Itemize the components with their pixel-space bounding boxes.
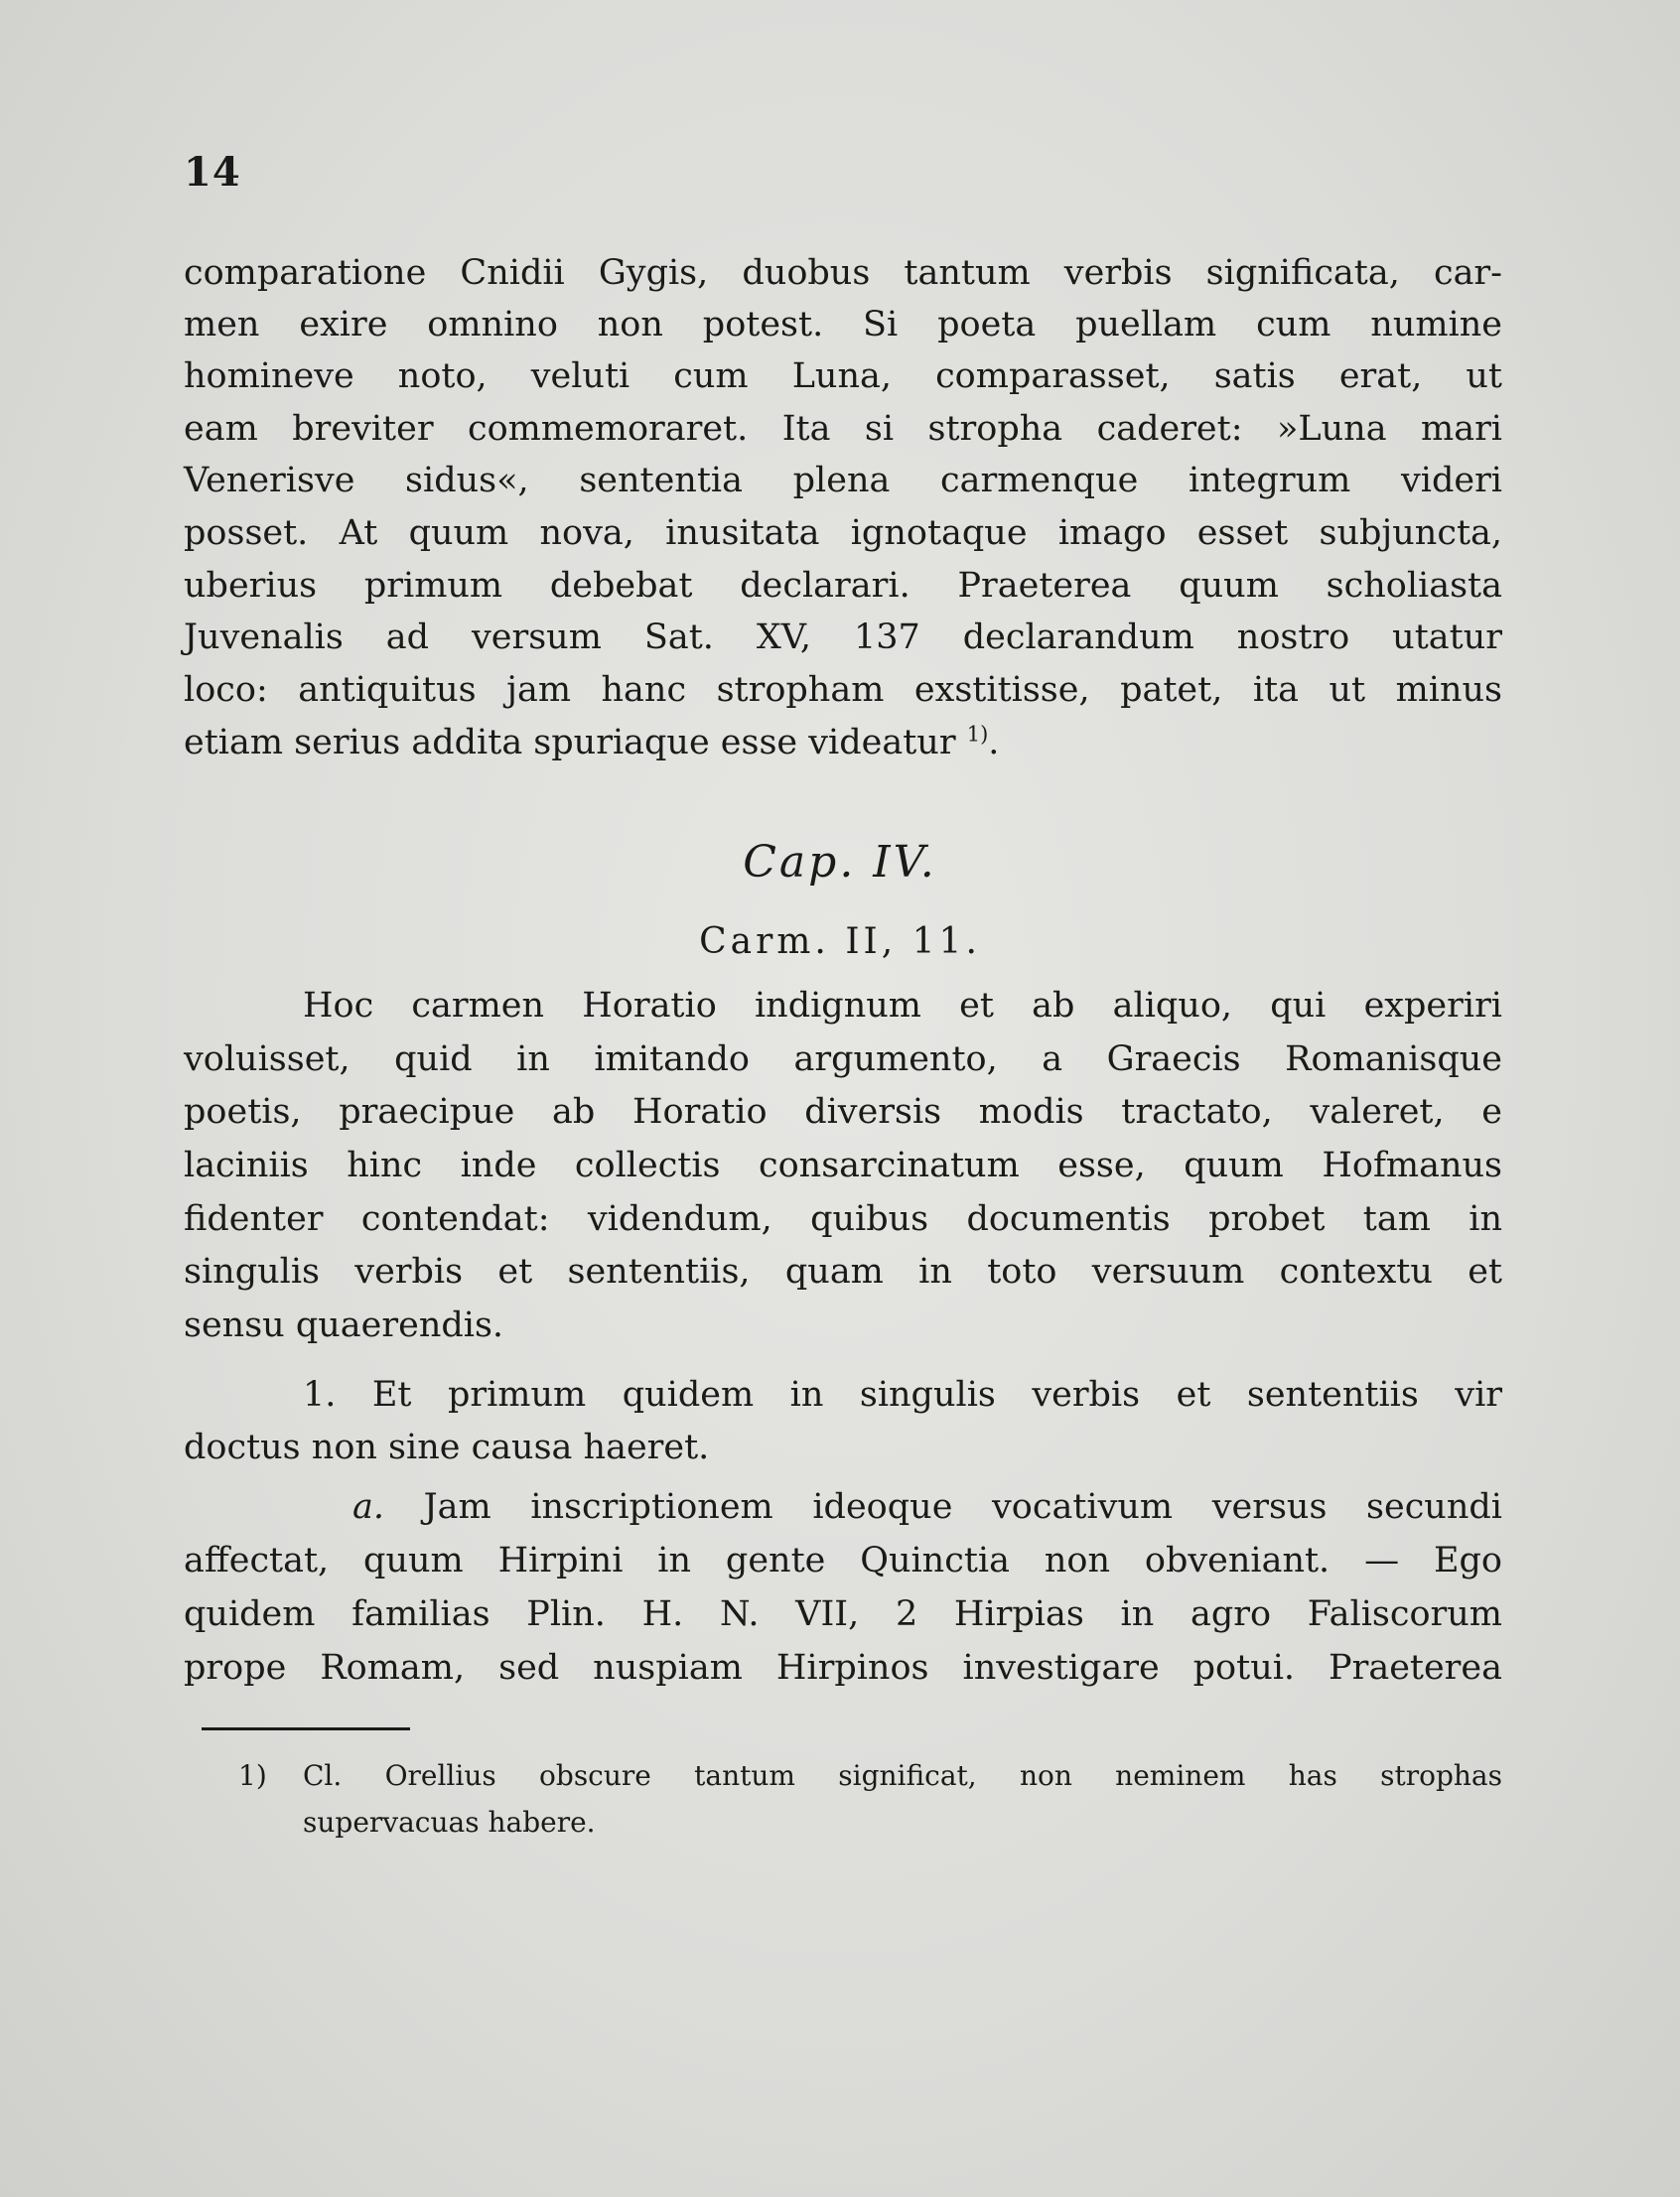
text-line: poetis, praecipue ab Horatio diversis modis tractato, valeret, e <box>184 1092 1502 1132</box>
text-line: homineve noto, veluti cum Luna, comparasset, satis erat, ut <box>184 356 1502 396</box>
text-line: singulis verbis et sententiis, quam in toto versuum contextu et <box>184 1252 1502 1292</box>
text-line: comparatione Cnidii Gygis, duobus tantum verbis significata, car- <box>184 253 1502 293</box>
item-label: a. <box>352 1487 384 1527</box>
footnote-line: supervacuas habere. <box>303 1806 596 1839</box>
text-line-content: Jam inscriptionem ideoque vocativum versus secundi <box>423 1487 1502 1527</box>
footnote-line: Cl. Orellius obscure tantum significat, non neminem has strophas <box>303 1759 1502 1792</box>
text-line: prope Romam, sed nuspiam Hirpinos investigare potui. Praeterea <box>184 1648 1502 1688</box>
text-line: loco: antiquitus jam hanc stropham exstitisse, patet, ita ut minus <box>184 670 1502 710</box>
text-line: 1. Et primum quidem in singulis verbis et sententiis vir <box>303 1375 1502 1415</box>
text-line: fidenter contendat: videndum, quibus documentis probet tam in <box>184 1199 1502 1239</box>
footnote-rule <box>202 1727 410 1730</box>
text-line: laciniis hinc inde collectis consarcinatum esse, quum Hofmanus <box>184 1146 1502 1185</box>
text-line: affectat, quum Hirpini in gente Quinctia non obveniant. — Ego <box>184 1541 1502 1580</box>
text-line: Venerisve sidus«, sententia plena carmenque integrum videri <box>184 461 1502 500</box>
text-line-content: etiam serius addita spuriaque esse videatur <box>184 723 956 762</box>
footnote-reference: 1) <box>966 722 989 747</box>
text-line: eam breviter commemoraret. Ita si stropha caderet: »Luna mari <box>184 409 1502 449</box>
text-line-end: . <box>988 723 1000 762</box>
text-line: Hoc carmen Horatio indignum et ab aliquo, qui experiri <box>303 986 1502 1026</box>
text-line: doctus non sine causa haeret. <box>184 1428 710 1467</box>
text-line: posset. At quum nova, inusitata ignotaque imago esset subjuncta, <box>184 513 1502 553</box>
chapter-heading: Cap. IV. <box>743 837 937 888</box>
text-line: voluisset, quid in imitando argumento, a Graecis Romanisque <box>184 1039 1502 1079</box>
text-line: quidem familias Plin. H. N. VII, 2 Hirpias in agro Faliscorum <box>184 1594 1502 1634</box>
section-heading: Carm. II, 11. <box>699 921 981 962</box>
text-line: sensu quaerendis. <box>184 1305 504 1345</box>
page-number: 14 <box>184 149 241 196</box>
text-line <box>184 720 1502 765</box>
text-line: uberius primum debebat declarari. Praeterea quum scholiasta <box>184 566 1502 606</box>
footnote-number: 1) <box>238 1759 267 1792</box>
text-line: Juvenalis ad versum Sat. XV, 137 declarandum nostro utatur <box>184 618 1502 657</box>
text-line: men exire omnino non potest. Si poeta puellam cum numine <box>184 305 1502 344</box>
text-line <box>352 1484 1502 1530</box>
